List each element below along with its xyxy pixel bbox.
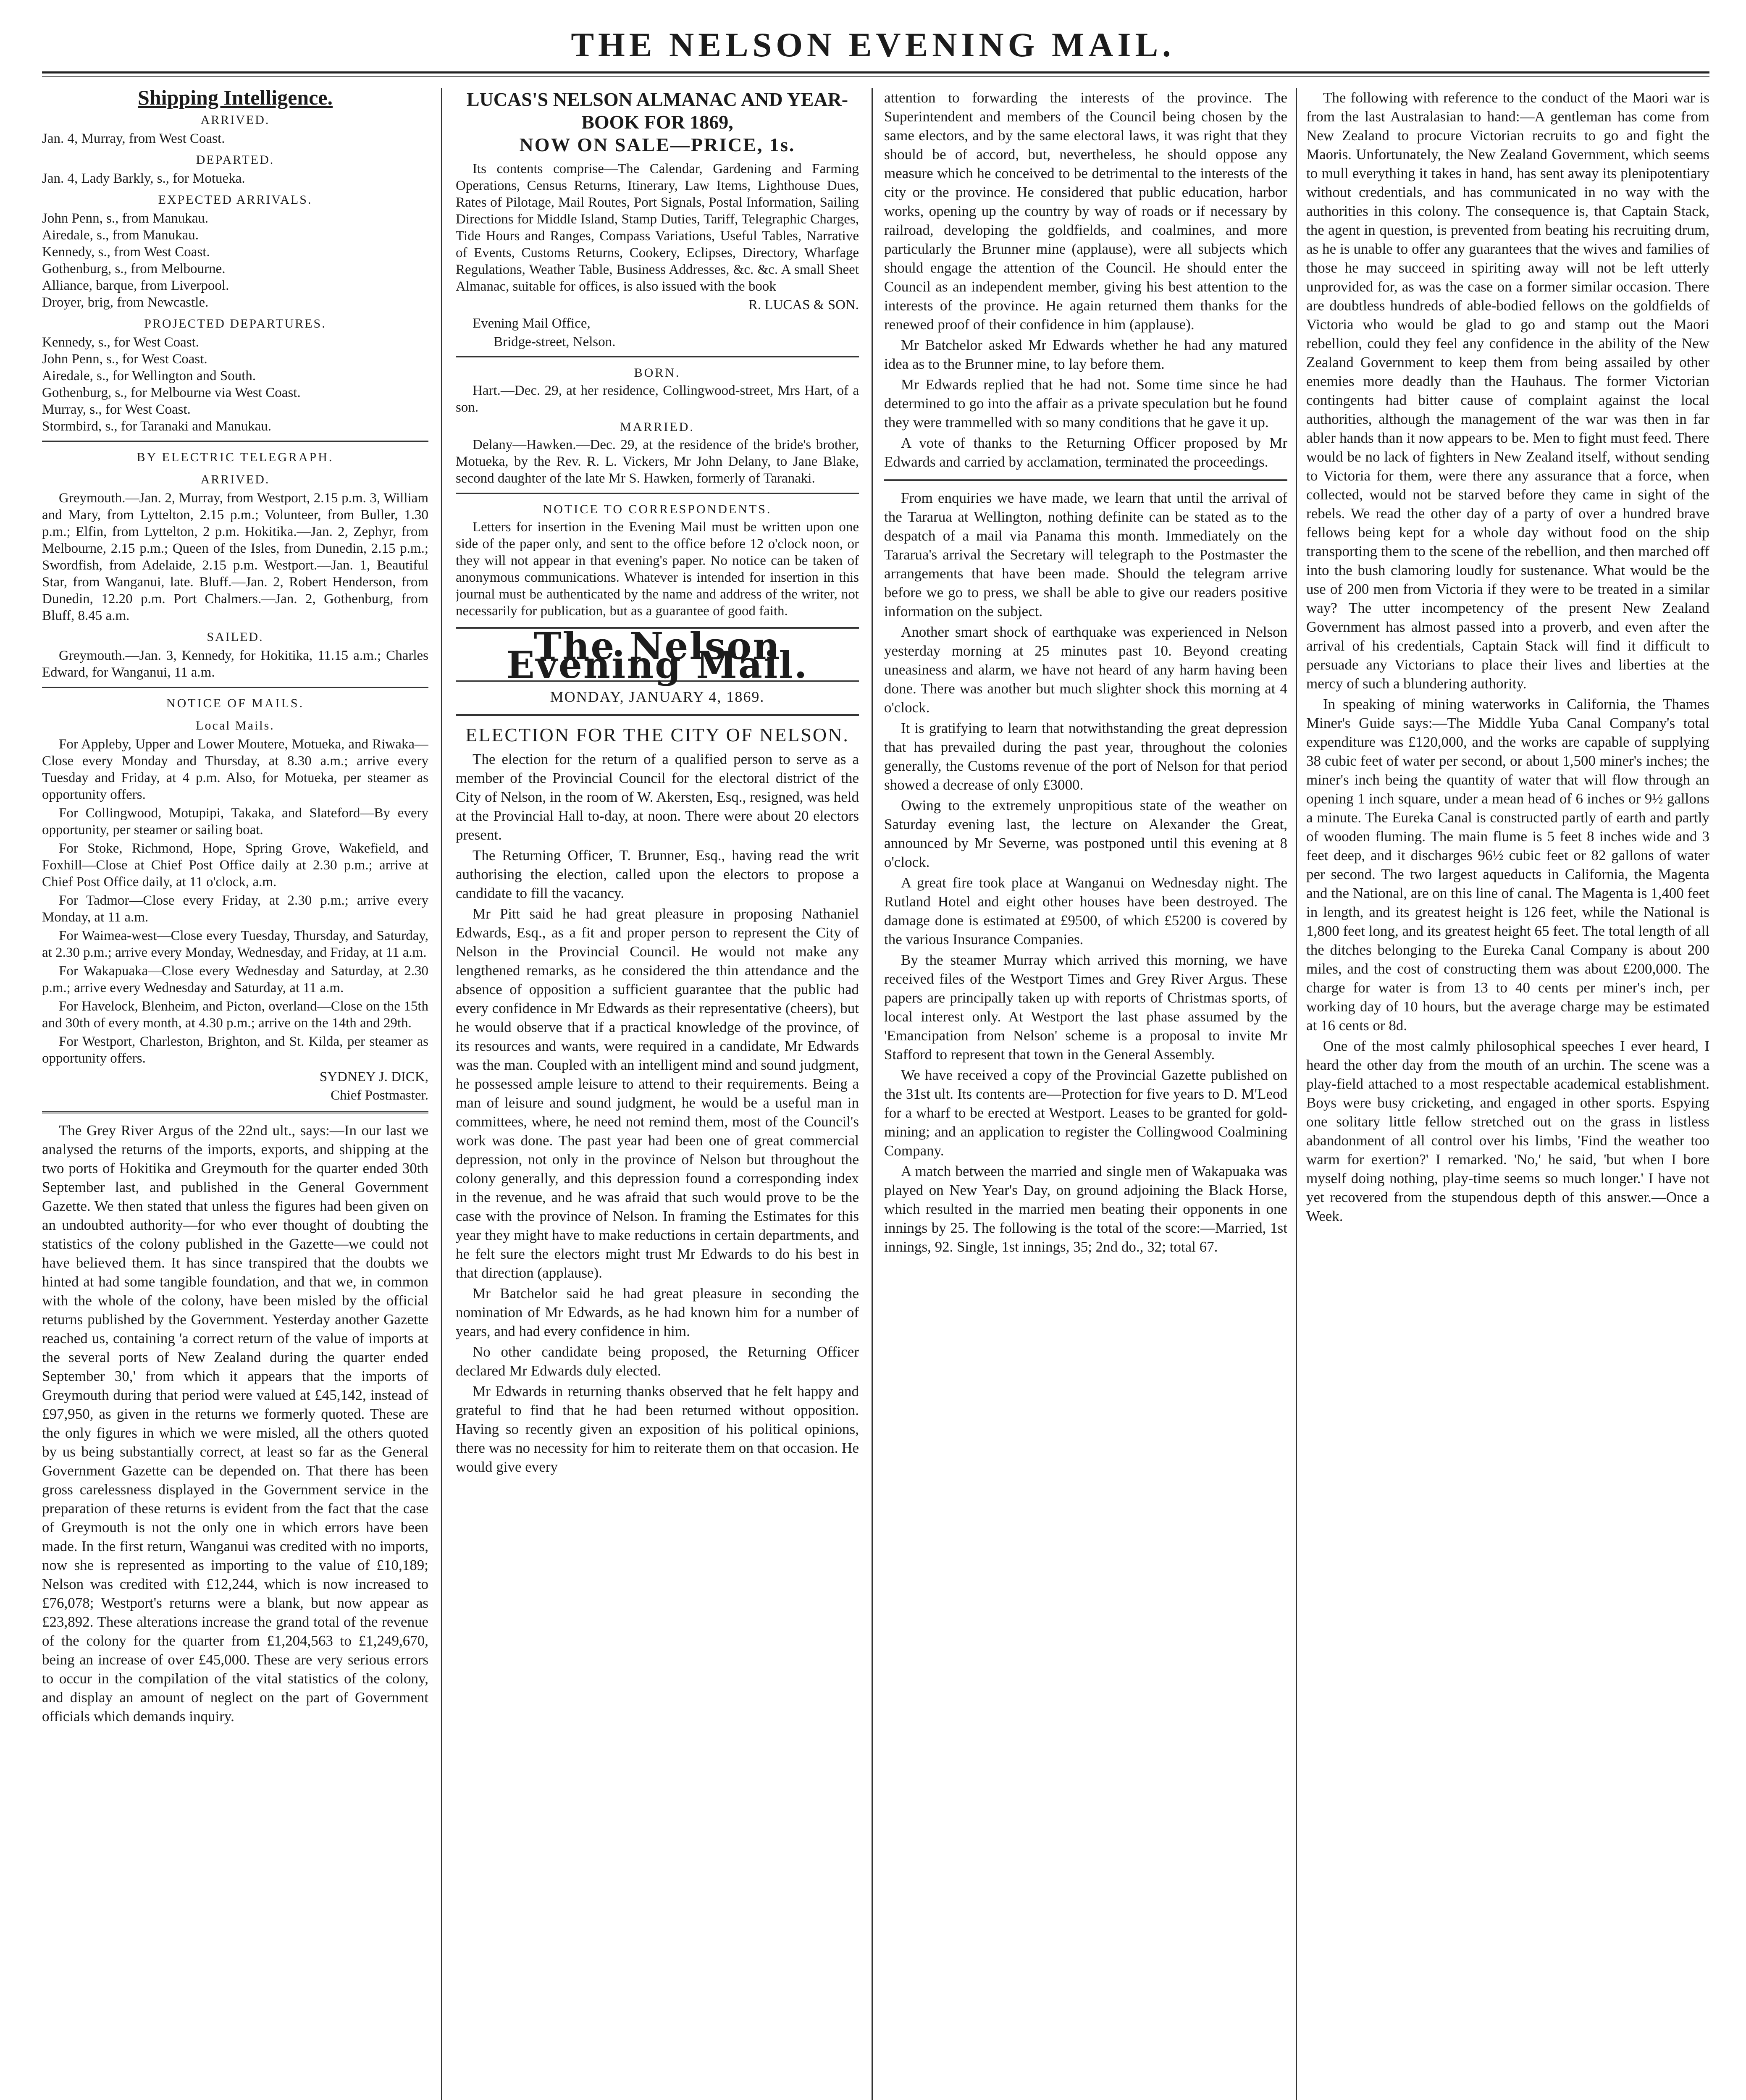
list-item: Droyer, brig, from Newcastle. <box>42 295 209 310</box>
news-paragraph: The following with reference to the conduct of the Maori war is from the last Australasian to hand:—A gentleman has come from New Zealand to procure Victorian recruits to go and fight the Maoris. Unfortunately, the New Zealand Government, which seems to mull everything it takes in hand, has sent away its plenipotentiary without credentials, and has communicated in no way with the authorities in this colony. The consequence is, that Captain Stack, the agent in question, is prevented from beating his recruiting drum, as he is unable to offer any guarantees that the wives and families of those he may succeed in spiriting away will not be left utterly unprovided for, as was the case on a former similar occasion. There are doubtless hundreds of able-bodied fellows on the goldfields of Victoria who would be glad to go and stamp out the Maori rebellion, could they feel any confidence in the ability of the New Zealand Government to keep them from being assailed by other enemies more deadly than the Hauhaus. The former Victorian contingents had bitter cause of complaint against the local authorities, although the management of the war was then in far abler hands than it now appears to be. Men to fight must feed. There would be no lack of fighters in New Zealand itself, without sending to Victoria for them, were there any assurance that a force, when collected, would not be starved before they came in sight of the rebels. We read the other day of a party of over a hundred brave fellows being kept for a whole day without food on the ship transporting them to the scene of the rebellion, and then marched off into the bush clamoring loudly for sustenance. What would be the use of 200 men from Victoria if they were to be treated in a similar way? The utter incompetency of the present New Zealand Government has almost passed into a proverb, and even after the arrival of his credentials, Captain Stack will find it difficult to persuade any Victorians to place their lives and liberties at the mercy of such a blundering authority. <box>1306 89 1709 692</box>
election-paragraph: Mr Edwards in returning thanks observed that he felt happy and grateful to find that he had been returned without opposition. Having so recently given an exposition of his political opinions, there was no necessity for him to reiterate them on that occasion. He would give every <box>456 1383 859 1475</box>
telegraph-sailed-text: Greymouth.—Jan. 3, Kennedy, for Hokitika, 11.15 a.m.; Charles Edward, for Wanganui, 11 a.m. <box>42 648 428 680</box>
list-item: For Appleby, Upper and Lower Moutere, Motueka, and Riwaka—Close every Monday and Thursday, at 8.30 a.m.; arrive every Tuesday and Friday, at 4 p.m. Also, for Motueka, per steamer as opportunity offers. <box>42 737 428 802</box>
married-text: Delany—Hawken.—Dec. 29, at the residence of the bride's brother, Motueka, by the Rev. R. L. Vickers, Mr John Delany, to Jane Blake, second daughter of the late Mr S. Hawken, formerly of Taranaki. <box>456 437 859 486</box>
almanac-title: LUCAS'S NELSON ALMANAC AND YEAR-BOOK FOR 1869, <box>466 89 848 133</box>
list-item: Stormbird, s., for Taranaki and Manukau. <box>42 419 272 434</box>
masthead: THE NELSON EVENING MAIL. <box>571 26 1175 64</box>
arrived-heading: ARRIVED. <box>200 113 270 127</box>
correspondents-heading: NOTICE TO CORRESPONDENTS. <box>543 502 772 516</box>
projected-heading: PROJECTED DEPARTURES. <box>144 317 326 331</box>
list-item: For Stoke, Richmond, Hope, Spring Grove, Wakefield, and Foxhill—Close at Chief Post Office daily at 2.30 p.m.; arrive at Chief Post Office daily, at 11 o'clock, a.m. <box>42 841 428 890</box>
list-item: John Penn, s., for West Coast. <box>42 352 207 367</box>
list-item: For Havelock, Blenheim, and Picton, overland—Close on the 15th and 30th of every month, at 4.30 p.m.; arrive on the 14th and 29th. <box>42 999 428 1031</box>
election-paragraph: No other candidate being proposed, the Returning Officer declared Mr Edwards duly elected. <box>456 1344 859 1379</box>
expected-heading: EXPECTED ARRIVALS. <box>158 193 312 207</box>
almanac-address-2: Bridge-street, Nelson. <box>494 334 616 349</box>
news-paragraph: Owing to the extremely unpropitious state of the weather on Saturday evening last, the lecture on Alexander the Great, announced by Mr Severne, was postponed until this evening at 8 o'clock. <box>884 797 1287 870</box>
list-item: For Waimea-west—Close every Tuesday, Thursday, and Saturday, at 2.30 p.m.; arrive every Monday, Wednesday, and Friday, at 11 a.m. <box>42 928 428 960</box>
column-3 <box>884 88 1287 2100</box>
list-item: Alliance, barque, from Liverpool. <box>42 278 229 293</box>
divider <box>42 441 428 442</box>
list-item: John Penn, s., from Manukau. <box>42 211 208 226</box>
shipping-title: Shipping Intelligence. <box>138 88 333 109</box>
divider <box>456 714 859 716</box>
correspondents-text: Letters for insertion in the Evening Mail must be written upon one side of the paper only, and sent to the office before 12 o'clock noon, or they will not appear in that evening's paper. No notice can be taken of anonymous communications. Whatever is intended for insertion in this journal must be authenticated by the name and address of the writer, not necessarily for publication, but as a guarantee of good faith. <box>456 520 859 619</box>
top-rule <box>42 71 1709 74</box>
news-paragraph: In speaking of mining waterworks in California, the Thames Miner's Guide says:—The Middle Yuba Canal Company's total expenditure was £120,000, and the works are capable of supplying 38 cubic feet of water per second, or about 1,500 miner's inches; the miner's inch being the quantity of water that will flow through an opening 1 inch square, under a mean head of 6 inches or 9½ gallons a minute. The Eureka Canal is constructed partly of earth and partly of wooden fluming. The main flume is 5 feet 8 inches wide and 3 feet deep, and it discharges 96½ cubic feet or 82 gallons of water per second. The two largest aqueducts in California, the Magenta and the National, are on this line of canal. The Magenta is 1,400 feet in length, and its greatest height is 126 feet, while the National is 1,800 feet long, and its greatest height 65 feet. The total length of all the ditches belonging to the Eureka Canal Company is about 200 miles, and the cost of constructing them was about £200,000. The charge for water is from 13 to 40 cents per miner's inch, per working day of 10 hours, but the average charge may be estimated at 16 cents or 8d. <box>1306 696 1709 1034</box>
almanac-body: Its contents comprise—The Calendar, Gardening and Farming Operations, Census Returns, Itinerary, Law Items, Lighthouse Dues, Rates of Pilotage, Mail Routes, Port Signals, Postal Information, Sailing Directions for Middle Island, Stamp Duties, Tariff, Telegraphic Charges, Tide Hours and Ranges, Compass Variations, Useful Tables, Narrative of Events, Customs Returns, Cookery, Eclipses, Directory, Wharfage Regulations, Weather Table, Business Addresses, &c. &c. A small Sheet Almanac, suitable for offices, is also issued with the book <box>456 161 859 294</box>
divider <box>456 356 859 357</box>
telegraph-arrived-heading: ARRIVED. <box>200 472 270 486</box>
departed-text: Jan. 4, Lady Barkly, s., for Motueka. <box>42 171 245 186</box>
divider <box>884 479 1287 481</box>
news-paragraph: We have received a copy of the Provincial Gazette published on the 31st ult. Its contents are—Protection for five years to D. M'Leod for a wharf to be erected at Westport. Leases to be granted for gold-mining; and an application to register the Collingwood Coalmining Company. <box>884 1067 1287 1159</box>
list-item: Murray, s., for West Coast. <box>42 402 191 417</box>
postmaster-name: SYDNEY J. DICK, <box>319 1069 428 1084</box>
divider <box>456 493 859 494</box>
almanac-price: NOW ON SALE—PRICE, 1s. <box>519 134 796 155</box>
election-paragraph: Mr Batchelor asked Mr Edwards whether he had any matured idea as to the Brunner mine, to lay before them. <box>884 337 1287 372</box>
news-paragraph: A match between the married and single men of Wakapuaka was played on New Year's Day, on ground adjoining the Black Horse, which resulted in the married men beating their opponents in one innings by 25. The following is the total of the score:—Married, 1st innings, 92. Single, 1st innings, 35; 2nd do., 32; total 67. <box>884 1163 1287 1255</box>
born-text: Hart.—Dec. 29, at her residence, Collingwood-street, Mrs Hart, of a son. <box>456 383 859 415</box>
list-item: Kennedy, s., for West Coast. <box>42 335 200 350</box>
paper-title: The Nelson Evening Mail. <box>506 624 809 687</box>
column-4 <box>1306 88 1709 2100</box>
list-item: Airedale, s., from Manukau. <box>42 228 199 243</box>
list-item: Airedale, s., for Wellington and South. <box>42 368 256 383</box>
column-2 <box>456 88 859 2100</box>
column-1 <box>42 88 428 2100</box>
postmaster-title: Chief Postmaster. <box>331 1088 428 1103</box>
grey-argus-article: The Grey River Argus of the 22nd ult., says:—In our last we analysed the returns of the imports, exports, and shipping at the two ports of Hokitika and Greymouth for the quarter ended 30th September last, and published in the General Government Gazette. We then stated that unless the figures had been given on an undoubted authority—for who ever thought of doubting the statistics of the colony published in the Gazette—we could not have believed them. It has since transpired that the doubts we hinted at had some tangible foundation, and that we, in common with the whole of the colony, have been misled by the official returns published by the Government. Yesterday another Gazette reached us, containing 'a correct return of the value of imports at the several ports of New Zealand during the quarter ended September 30,' from which it appears that the imports of Greymouth during that period were valued at £45,142, instead of £97,950, as given in the returns we formerly quoted. These are the only figures in which we were misled, all the others quoted by us being substantially correct, at least so far as the General Government Gazette can be depended on. That there has been gross carelessness displayed in the Government service in the preparation of these returns is evident from the fact that the case of Greymouth is not the only one in which errors have been made. In the first return, Wanganui was credited with no imports, now she is represented as importing to the value of £10,189; Nelson was credited with £12,244, which is now increased to £76,078; Westport's returns were a blank, but now appear as £23,892. These alterations increase the grand total of the revenue of the colony for the quarter from £1,204,563 to £1,249,670, being an increase of over £45,000. These are very serious errors to occur in the compilation of the vital statistics of the colony, and display an amount of neglect on the part of Government officials which demands inquiry. <box>42 1122 428 1725</box>
born-heading: BORN. <box>634 366 681 380</box>
list-item: Gothenburg, s., from Melbourne. <box>42 261 226 276</box>
list-item: For Wakapuaka—Close every Wednesday and Saturday, at 2.30 p.m.; arrive every Wednesday and Saturday, at 11 a.m. <box>42 963 428 995</box>
list-item: For Tadmor—Close every Friday, at 2.30 p.m.; arrive every Monday, at 11 a.m. <box>42 893 428 925</box>
election-paragraph: Mr Pitt said he had great pleasure in proposing Nathaniel Edwards, Esq., as a fit and proper person to represent the City of Nelson in the Provincial Council. He would not make any lengthened remarks, as he considered the thin attendance and the absence of opposition a sufficient guarantee that the public had every confidence in Mr Edwards as their representative (cheers), but he would observe that if a practical knowledge of the province, of its resources and wants, were required in a candidate, Mr Edwards was the man. Coupled with an intelligent mind and sound judgment, he possessed ample leisure to attend to their requirements. Being a man of leisure and sound judgment, he would be a useful man in committees, where, he need not remind them, most of the Council's work was done. The past year had been one of great commercial depression, not only in the province of Nelson but throughout the colony generally, and this depression found a corresponding index in the revenue, and he was afraid that such would prove to be the case with the province of Nelson. In framing the Estimates for this year they might have to make reductions in certain departments, and he felt sure the electors might trust Mr Edwards to do his best in that direction (applause). <box>456 906 859 1281</box>
news-paragraph: By the steamer Murray which arrived this morning, we have received files of the Westport Times and Grey River Argus. These papers are principally taken up with reports of Christmas sports, of local interest only. At Westport the last phase assumed by the 'Emancipation from Nelson' scheme is a proposal to invite Mr Stafford to represent that town in the General Assembly. <box>884 952 1287 1063</box>
election-title: ELECTION FOR THE CITY OF NELSON. <box>465 724 849 746</box>
top-rule-thin <box>42 76 1709 77</box>
telegraph-title: BY ELECTRIC TELEGRAPH. <box>137 450 334 464</box>
election-paragraph: The election for the return of a qualified person to serve as a member of the Provincial Council for the electoral district of the City of Nelson, in the room of W. Akersten, Esq., resigned, was held at the Provincial Hall to-day, at noon. There were about 20 electors present. <box>456 751 859 843</box>
telegraph-arrived-text: Greymouth.—Jan. 2, Murray, from Westport, 2.15 p.m. 3, William and Mary, from Lyttelton, 2.15 p.m.; Volunteer, from Buller, 1.30 p.m.; Elfin, from Lyttelton, 2 p.m. Hokitika.—Jan. 2, Zephyr, from Melbourne, 2.15 p.m.; Queen of the Isles, from Dunedin, 2.15 p.m.; Swordfish, from Adelaide, 2.15 p.m. Westport.—Jan. 1, Beautiful Star, from Wanganui, late. Bluff.—Jan. 2, Robert Henderson, from Dunedin, 12.20 p.m. Port Chalmers.—Jan. 2, Gothenburg, from Bluff, 8.45 a.m. <box>42 491 428 623</box>
election-paragraph: A vote of thanks to the Returning Officer proposed by Mr Edwards and carried by acclamation, terminated the proceedings. <box>884 435 1287 470</box>
news-paragraph: A great fire took place at Wanganui on Wednesday night. The Rutland Hotel and eight other houses have been destroyed. The damage done is estimated at £9500, of which £5200 is covered by the various Insurance Companies. <box>884 874 1287 948</box>
column-divider <box>872 88 873 2100</box>
news-paragraph: Another smart shock of earthquake was experienced in Nelson yesterday morning at 25 minutes past 10. Beyond creating uneasiness and alarm, we have not heard of any harm having been done. There was another but much slighter shock this morning at 4 o'clock. <box>884 624 1287 716</box>
news-paragraph: It is gratifying to learn that notwithstanding the great depression that has prevailed during the past year, throughout the colonies generally, the Customs revenue of the port of Nelson for that period showed a decrease of only £3000. <box>884 720 1287 793</box>
almanac-address-1: Evening Mail Office, <box>473 316 591 331</box>
divider <box>42 1111 428 1113</box>
news-paragraph: From enquiries we have made, we learn that until the arrival of the Tararua at Wellington, nothing definite can be stated as to the despatch of a mail via Panama this month. Immediately on the Tararua's arrival the Secretary will telegraph to the Postmaster the arrangements that have been made. Should the telegram arrive before we go to press, we shall be able to give our readers positive information on the subject. <box>884 490 1287 620</box>
dateline: MONDAY, JANUARY 4, 1869. <box>550 688 765 705</box>
almanac-signature: R. LUCAS & SON. <box>748 297 859 312</box>
election-paragraph: The Returning Officer, T. Brunner, Esq., having read the writ authorising the election, called upon the electors to propose a candidate to fill the vacancy. <box>456 847 859 901</box>
departed-heading: DEPARTED. <box>196 153 275 167</box>
mails-title: NOTICE OF MAILS. <box>166 696 305 710</box>
divider <box>42 687 428 688</box>
list-item: For Collingwood, Motupipi, Takaka, and Slateford—By every opportunity, per steamer or sailing boat. <box>42 806 428 837</box>
list-item: Kennedy, s., from West Coast. <box>42 244 210 260</box>
column-divider <box>441 88 442 2100</box>
column-divider <box>1296 88 1297 2100</box>
election-continued: attention to forwarding the interests of the province. The Superintendent and members of the Council being chosen by the same electors, and by the same electoral laws, it was right that they should be of accord, but, nevertheless, he should oppose any measure which he conceived to be detrimental to the interests of the city or the province. He considered that public education, harbor works, opening up the country by way of roads or if necessary by railroad, developing the goldfields, and coalmines, and more particularly the Brunner mine (applause), were all subjects which should engage the attention of the Council. He should enter the Council as an independent member, giving his best attention to the interests of the province. He again returned them thanks for the renewed proof of their confidence in him (applause). <box>884 89 1287 333</box>
telegraph-sailed-heading: SAILED. <box>207 630 264 644</box>
list-item: For Westport, Charleston, Brighton, and St. Kilda, per steamer as opportunity offers. <box>42 1034 428 1066</box>
arrived-text: Jan. 4, Murray, from West Coast. <box>42 131 225 146</box>
mails-subtitle: Local Mails. <box>196 719 275 732</box>
married-heading: MARRIED. <box>620 420 695 434</box>
news-paragraph: One of the most calmly philosophical speeches I ever heard, I heard the other day from the mouth of an urchin. The scene was a play-field attached to a most respectable academical establishment. Boys were busy cricketing, and engaged in other sports. Espying one solitary little fellow stretched out on the grass in listless abandonment of all control over his limbs, 'Find the weather too warm for exertion?' I remarked. 'No,' he said, 'but when I bore myself doing nothing, play-time seems so much longer.' I have not yet recovered from the stupendous depth of this answer.—Once a Week. <box>1306 1038 1709 1224</box>
list-item: Gothenburg, s., for Melbourne via West Coast. <box>42 385 301 400</box>
election-paragraph: Mr Edwards replied that he had not. Some time since he had determined to go into the affair as a private speculation but he found they were trammelled with so many conditions that he gave it up. <box>884 376 1287 430</box>
election-paragraph: Mr Batchelor said he had great pleasure in seconding the nomination of Mr Edwards, as he had known him for a number of years, and had every confidence in him. <box>456 1285 859 1339</box>
